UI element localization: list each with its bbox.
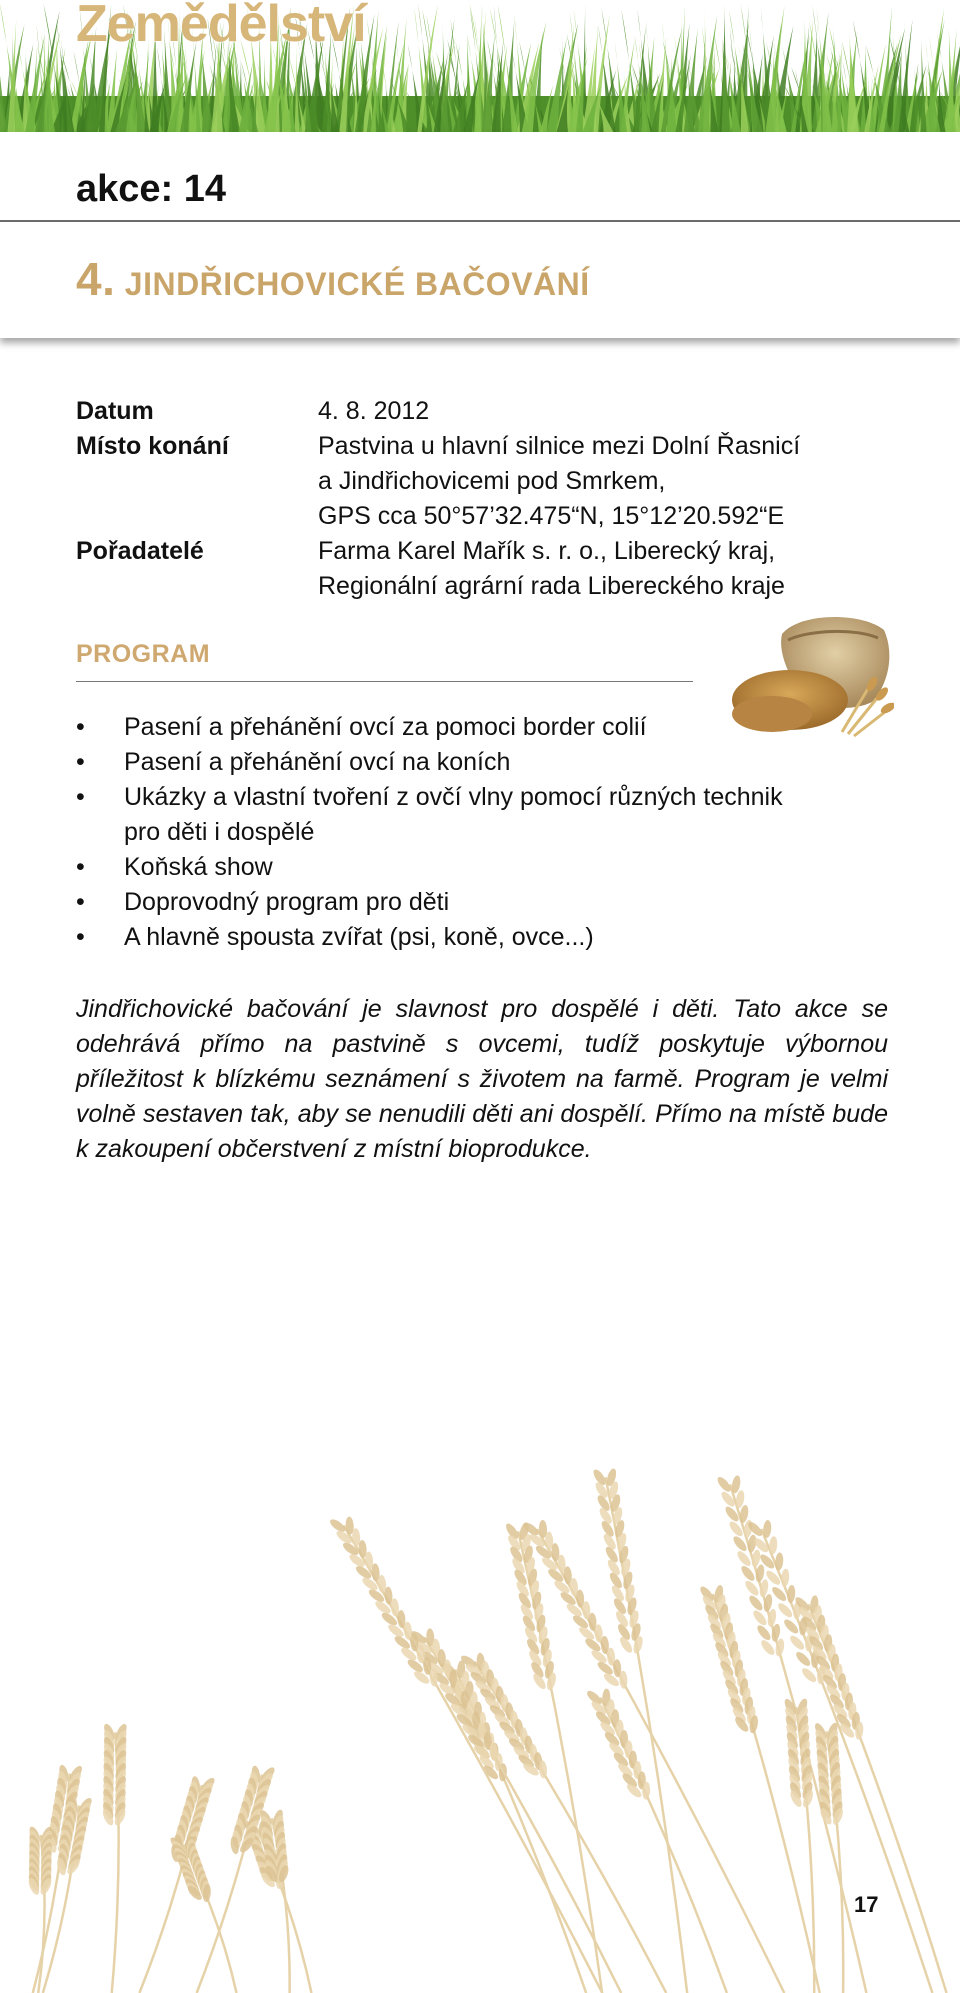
bullet-icon: • <box>76 748 85 776</box>
info-row-date <box>76 394 896 429</box>
program-list <box>76 710 836 955</box>
list-item <box>76 920 836 955</box>
program-rule <box>76 681 693 682</box>
header-banner <box>0 0 960 132</box>
info-value-line: Regionální agrární rada Libereckého kraje <box>318 572 785 600</box>
list-item-text: Pasení a přehánění ovcí za pomoci border colií <box>124 713 647 741</box>
bullet-icon: • <box>76 713 85 741</box>
list-item-text: Koňská show <box>124 853 273 881</box>
info-label: Místo konání <box>76 432 229 460</box>
bullet-icon: • <box>76 888 85 916</box>
list-item-text: pro děti i dospělé <box>124 818 315 846</box>
info-row-venue <box>76 429 896 534</box>
bullet-icon: • <box>76 783 85 811</box>
list-item-text: Pasení a přehánění ovcí na koních <box>124 748 511 776</box>
info-value <box>318 394 896 429</box>
list-item-text: Ukázky a vlastní tvoření z ovčí vlny pomocí různých technik <box>124 783 783 811</box>
list-item <box>76 885 836 920</box>
bullet-icon: • <box>76 853 85 881</box>
info-table <box>76 394 896 604</box>
info-label: Datum <box>76 397 154 425</box>
page-number: 17 <box>854 1892 879 1917</box>
info-row-organizers <box>76 534 896 604</box>
info-value <box>318 534 896 604</box>
list-item <box>76 745 836 780</box>
info-value-line: 4. 8. 2012 <box>318 397 430 425</box>
section-title: Zemědělství <box>76 0 366 53</box>
info-value-line: a Jindřichovicemi pod Smrkem, <box>318 467 666 495</box>
info-value-line: Pastvina u hlavní silnice mezi Dolní Řasnicí <box>318 432 801 460</box>
list-item-text: Doprovodný program pro děti <box>124 888 450 916</box>
list-item <box>76 710 836 745</box>
event-title-text: JINDŘICHOVICKÉ BAČOVÁNÍ <box>124 266 590 302</box>
info-value-line: Farma Karel Mařík s. r. o., Liberecký kraj, <box>318 537 776 565</box>
wheat-icon <box>0 1380 960 1993</box>
program-heading: PROGRAM <box>76 640 211 668</box>
list-item <box>76 780 836 850</box>
info-value <box>318 429 896 534</box>
event-description: Jindřichovické bačování je slavnost pro dospělé i děti. Tato akce se odehrává přímo na pastvině s ovcemi, tudíž poskytuje výbornou příležitost k blízkému seznámení s životem na farmě. Program je velmi volně sestaven tak, aby se nenudili děti ani dospělí. Přímo na místě bude k zakoupení občerstvení z místní bioprodukce. <box>76 995 888 1163</box>
divider <box>0 220 960 222</box>
event-title-number: 4. <box>76 253 116 305</box>
event-title <box>76 252 590 306</box>
info-label: Pořadatelé <box>76 537 204 565</box>
event-header <box>0 132 960 338</box>
info-value-line: GPS cca 50°57’32.475“N, 15°12’20.592“E <box>318 502 785 530</box>
list-item-text: A hlavně spousta zvířat (psi, koně, ovce...) <box>124 923 594 951</box>
event-number: akce: 14 <box>76 168 227 210</box>
bullet-icon: • <box>76 923 85 951</box>
list-item <box>76 850 836 885</box>
